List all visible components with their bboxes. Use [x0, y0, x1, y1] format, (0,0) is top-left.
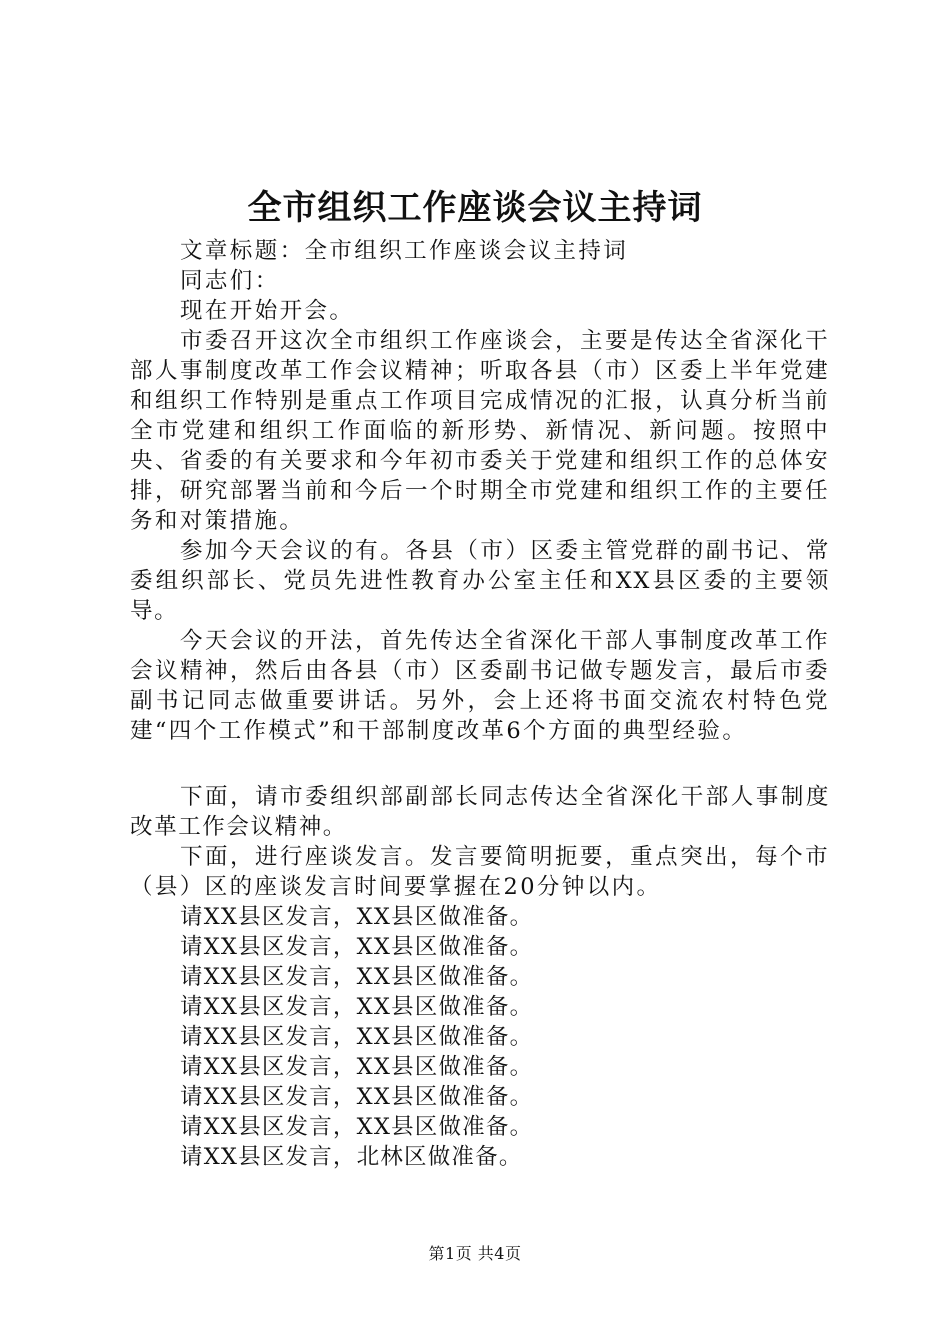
opening-line: 现在开始开会。 [180, 298, 355, 324]
agenda-paragraph: 今天会议的开法，首先传达全省深化干部人事制度改革工作会议精神，然后由各县（市）区委副书记做专题发言，最后市委副书记同志做重要讲话。另外，会上还将书面交流农村特色党建“四个工作模式”和干部制度改革6个方面的典型经验。 [130, 628, 830, 744]
attendees-paragraph: 参加今天会议的有。各县（市）区委主管党群的副书记、常委组织部长、党员先进性教育办公室主任和XX县区委的主要领导。 [130, 538, 830, 624]
speaker-item: 请XX县区发言，XX县区做准备。 [180, 994, 534, 1020]
speaker-item: 请XX县区发言，XX县区做准备。 [180, 1054, 534, 1080]
blank-line [130, 746, 830, 782]
discussion-instruction-paragraph: 下面，进行座谈发言。发言要简明扼要，重点突出，每个市（县）区的座谈发言时间要掌握在20分钟以内。 [130, 844, 830, 900]
speaker-item: 请XX县区发言，XX县区做准备。 [180, 964, 534, 990]
speaker-item: 请XX县区发言，XX县区做准备。 [180, 904, 534, 930]
speaker-item: 请XX县区发言，北林区做准备。 [180, 1144, 523, 1170]
meeting-purpose-paragraph: 市委召开这次全市组织工作座谈会，主要是传达全省深化干部人事制度改革工作会议精神；听取各县（市）区委上半年党建和组织工作特别是重点工作项目完成情况的汇报，认真分析当前全市党建和组织工作面临的新形势、新情况、新问题。按照中央、省委的有关要求和今年初市委关于党建和组织工作的总体安排，研究部署当前和今后一个时期全市党建和组织工作的主要任务和对策措施。 [130, 328, 830, 534]
speaker-item: 请XX县区发言，XX县区做准备。 [180, 1114, 534, 1140]
salutation: 同志们： [180, 268, 280, 294]
speaker-item: 请XX县区发言，XX县区做准备。 [180, 1084, 534, 1110]
document-body [130, 236, 830, 1172]
page-footer: 第1页 共4页 [428, 1244, 522, 1263]
report-instruction-paragraph: 下面，请市委组织部副部长同志传达全省深化干部人事制度改革工作会议精神。 [130, 784, 830, 840]
document-title: 全市组织工作座谈会议主持词 [247, 188, 703, 228]
article-title-line: 文章标题：全市组织工作座谈会议主持词 [180, 238, 629, 264]
speaker-item: 请XX县区发言，XX县区做准备。 [180, 934, 534, 960]
speaker-item: 请XX县区发言，XX县区做准备。 [180, 1024, 534, 1050]
